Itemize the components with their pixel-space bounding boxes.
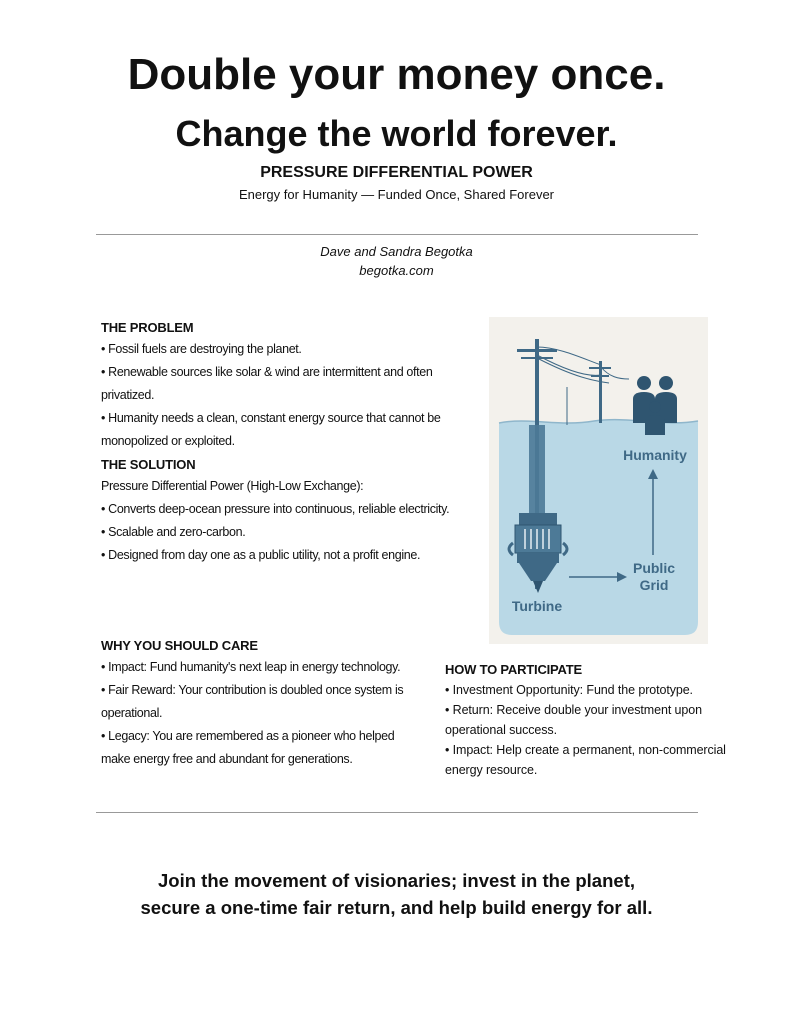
solution-line: Pressure Differential Power (High-Low Exchange): xyxy=(101,479,364,493)
closing-line: secure a one-time fair return, and help build energy for all. xyxy=(140,897,653,918)
author-names: Dave and Sandra Begotka xyxy=(320,244,473,259)
humanity-label: Humanity xyxy=(623,447,687,463)
problem-section xyxy=(101,318,481,453)
participate-line: energy resource. xyxy=(445,763,538,777)
divider-bottom xyxy=(96,812,698,813)
care-title: WHY YOU SHOULD CARE xyxy=(101,638,258,653)
problem-line: • Humanity needs a clean, constant energy source that cannot be xyxy=(101,411,441,425)
participate-section xyxy=(445,660,765,780)
solution-section xyxy=(101,455,481,567)
care-line: • Legacy: You are remembered as a pioneer who helped xyxy=(101,729,395,743)
care-line: operational. xyxy=(101,706,163,720)
closing-line: Join the movement of visionaries; invest in the planet, xyxy=(158,870,635,891)
turbine-label: Turbine xyxy=(511,598,563,614)
solution-line: • Designed from day one as a public utility, not a profit engine. xyxy=(101,548,421,562)
solution-line: • Converts deep-ocean pressure into continuous, reliable electricity. xyxy=(101,502,450,516)
grid-label-line2: Grid xyxy=(639,577,669,593)
care-line: • Fair Reward: Your contribution is doubled once system is xyxy=(101,683,404,697)
care-line: • Impact: Fund humanity's next leap in energy technology. xyxy=(101,660,401,674)
divider-top xyxy=(96,234,698,235)
subheadline: Change the world forever. xyxy=(175,113,618,154)
care-line: make energy free and abundant for generations. xyxy=(101,752,353,766)
participate-line: • Investment Opportunity: Fund the prototype. xyxy=(445,683,693,697)
participate-title: HOW TO PARTICIPATE xyxy=(445,662,582,677)
participate-line: • Impact: Help create a permanent, non-commercial xyxy=(445,743,726,757)
participate-line: operational success. xyxy=(445,723,557,737)
problem-line: • Fossil fuels are destroying the planet. xyxy=(101,342,302,356)
care-section xyxy=(101,636,431,771)
closing-statement xyxy=(0,867,793,921)
turbine-illustration xyxy=(489,317,708,644)
grid-label-line1: Public xyxy=(632,560,676,576)
headline: Double your money once. xyxy=(127,50,666,99)
author-website: begotka.com xyxy=(359,263,434,278)
problem-line: • Renewable sources like solar & wind are intermittent and often privatized. xyxy=(101,365,433,402)
solution-title: THE SOLUTION xyxy=(101,457,196,472)
solution-line: • Scalable and zero-carbon. xyxy=(101,525,246,539)
doc-title: PRESSURE DIFFERENTIAL POWER xyxy=(260,164,533,181)
problem-line: monopolized or exploited. xyxy=(101,434,235,448)
problem-title: THE PROBLEM xyxy=(101,320,194,335)
participate-line: • Return: Receive double your investment upon xyxy=(445,703,702,717)
tagline: Energy for Humanity — Funded Once, Shared Forever xyxy=(238,187,555,202)
